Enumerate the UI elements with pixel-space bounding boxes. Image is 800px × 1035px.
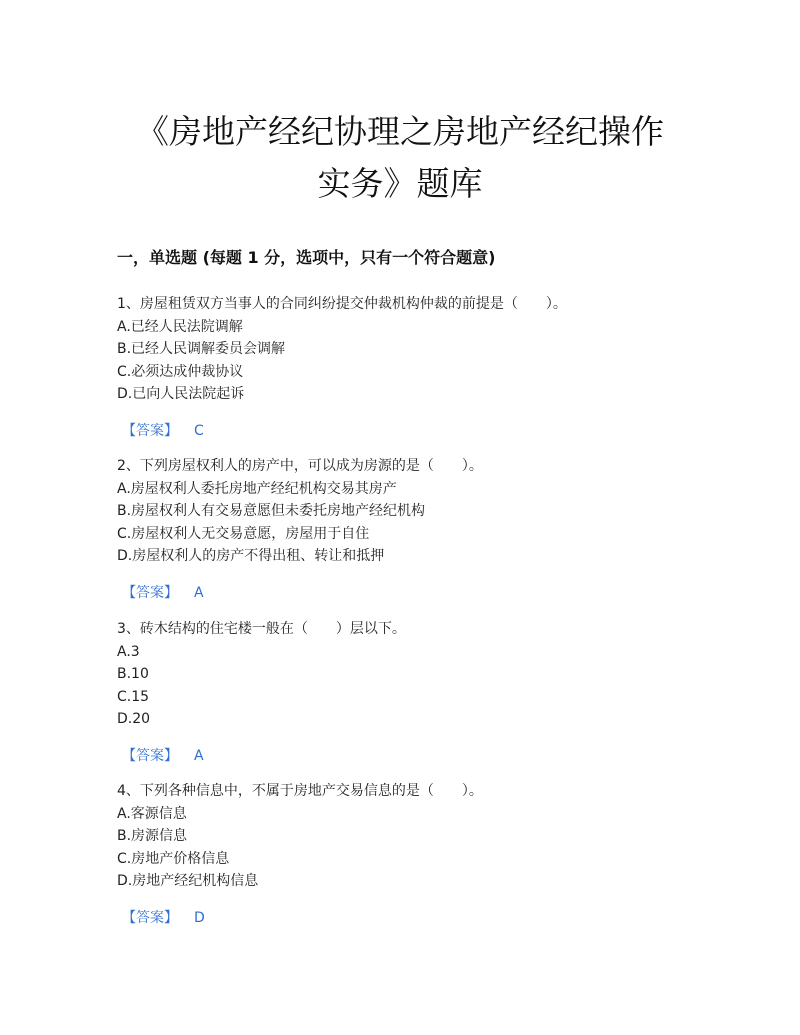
- answer-line: [117, 745, 697, 767]
- answer-value: D: [194, 909, 205, 926]
- answer-line: [117, 907, 697, 929]
- question-stem: 4、下列各种信息中，不属于房地产交易信息的是（ ）。: [117, 783, 483, 799]
- question-1: [117, 293, 697, 442]
- option-d: D.房屋权利人的房产不得出租、转让和抵押: [117, 548, 385, 564]
- answer-value: C: [194, 422, 204, 439]
- option-b: B.已经人民调解委员会调解: [117, 341, 286, 357]
- option-c: C.必须达成仲裁协议: [117, 363, 244, 380]
- question-stem: 3、砖木结构的住宅楼一般在（ ）层以下。: [117, 621, 406, 637]
- option-c: C.房屋权利人无交易意愿，房屋用于自住: [117, 525, 370, 542]
- option-a: A.客源信息: [117, 805, 187, 822]
- answer-value: A: [194, 584, 204, 601]
- option-b: B.房屋权利人有交易意愿但未委托房地产经纪机构: [117, 503, 426, 519]
- section-heading: 一，单选题 (每题 1 分，选项中，只有一个符合题意): [117, 248, 496, 267]
- option-d: D.房地产经纪机构信息: [117, 873, 259, 889]
- option-b: B.房源信息: [117, 828, 188, 844]
- answer-label: 【答案】: [122, 422, 178, 439]
- answer-label: 【答案】: [122, 909, 178, 926]
- question-stem: 2、下列房屋权利人的房产中，可以成为房源的是（ ）。: [117, 458, 483, 474]
- question-stem: 1、房屋租赁双方当事人的合同纠纷提交仲裁机构仲裁的前提是（ ）。: [117, 296, 567, 312]
- option-d: D.20: [117, 711, 151, 727]
- answer-value: A: [194, 747, 204, 764]
- document-title-line-2: 实务》题库: [317, 164, 483, 203]
- option-c: C.房地产价格信息: [117, 850, 230, 867]
- option-b: B.10: [117, 666, 149, 682]
- option-c: C.15: [117, 688, 150, 705]
- answer-label: 【答案】: [122, 584, 178, 601]
- document-title: [100, 106, 700, 210]
- option-a: A.3: [117, 643, 140, 660]
- option-a: A.已经人民法院调解: [117, 318, 243, 335]
- option-d: D.已向人民法院起诉: [117, 386, 245, 402]
- document-title-line-1: 《房地产经纪协理之房地产经纪操作: [136, 112, 664, 151]
- answer-line: [117, 582, 697, 604]
- answer-label: 【答案】: [122, 747, 178, 764]
- question-2: [117, 455, 697, 604]
- question-4: [117, 780, 697, 929]
- option-a: A.房屋权利人委托房地产经纪机构交易其房产: [117, 480, 397, 497]
- answer-line: [117, 420, 697, 442]
- question-3: [117, 618, 697, 767]
